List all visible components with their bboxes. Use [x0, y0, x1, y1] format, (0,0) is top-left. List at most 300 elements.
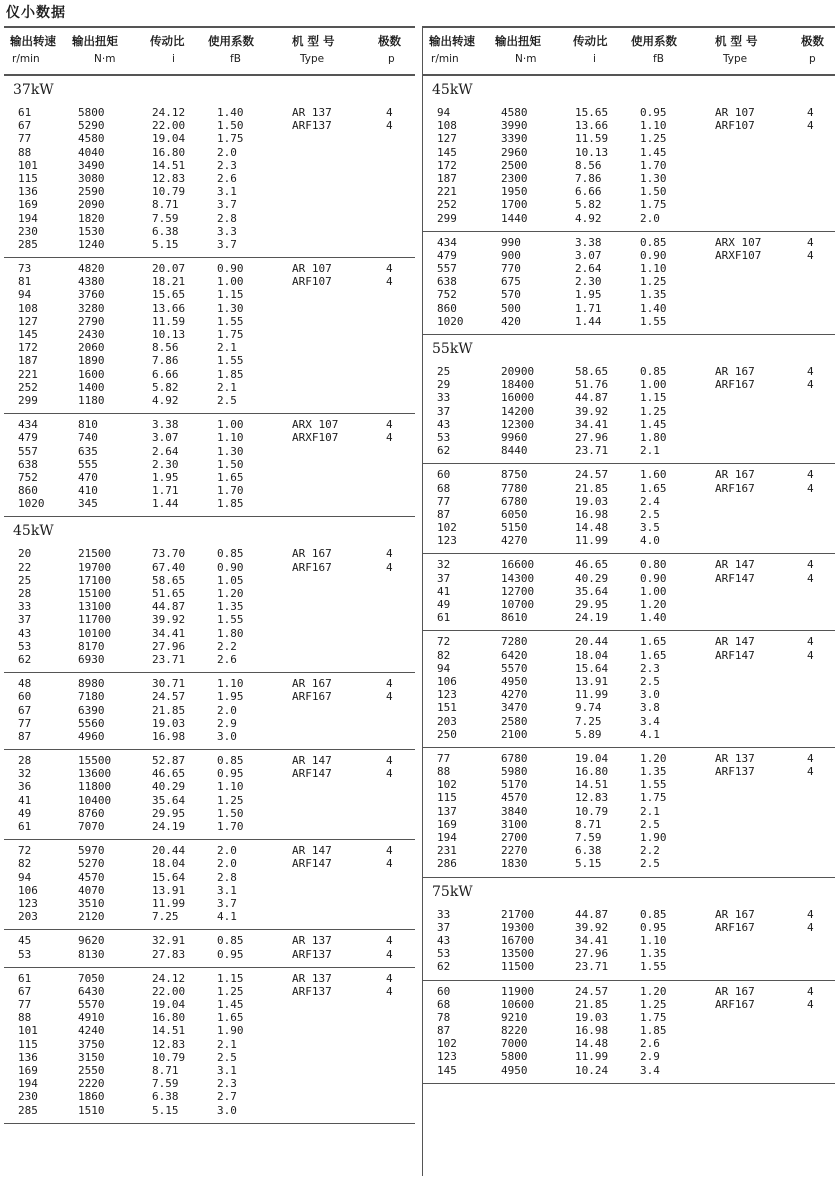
cell-ratio: 35.64 — [575, 584, 609, 598]
cell-factor: 1.85 — [217, 497, 244, 511]
header-torque-unit: N·m — [94, 53, 116, 65]
cell-speed: 33 — [18, 600, 32, 614]
cell-torque: 12300 — [501, 417, 535, 431]
cell-ratio: 58.65 — [152, 573, 186, 587]
cell-factor: 0.85 — [640, 365, 667, 378]
cell-ratio: 16.98 — [152, 729, 186, 743]
table-row — [4, 484, 415, 497]
cell-factor: 1.55 — [640, 314, 667, 328]
cell-torque: 19300 — [501, 920, 535, 934]
cell-factor: 0.90 — [640, 248, 667, 262]
table-row — [4, 262, 415, 275]
cell-speed: 187 — [437, 171, 457, 185]
table-row — [4, 159, 415, 172]
table-row — [4, 368, 415, 381]
cell-torque: 4240 — [78, 1024, 105, 1038]
cell-ratio: 5.82 — [575, 198, 602, 212]
cell-speed: 108 — [437, 119, 457, 133]
header-poles: 极数 — [378, 34, 401, 48]
table-row — [4, 934, 415, 947]
cell-ratio: 30.71 — [152, 677, 186, 691]
cell-torque: 2270 — [501, 844, 528, 858]
cell-factor: 1.55 — [217, 613, 244, 627]
cell-factor: 3.1 — [217, 1064, 237, 1077]
cell-torque: 2120 — [78, 910, 105, 924]
header-model-unit: Type — [300, 53, 325, 65]
cell-factor: 1.60 — [640, 468, 667, 482]
table-row — [4, 132, 415, 145]
cell-torque: 2220 — [78, 1077, 105, 1091]
table-row — [4, 972, 415, 985]
table-row — [4, 794, 415, 807]
cell-speed: 22 — [18, 560, 32, 574]
cell-ratio: 10.79 — [152, 185, 186, 199]
cell-factor: 2.9 — [640, 1050, 660, 1064]
cell-torque: 4580 — [78, 132, 105, 146]
table-row — [423, 482, 835, 495]
cell-speed: 62 — [18, 652, 32, 666]
table-row — [423, 1064, 835, 1077]
cell-poles: 4 — [386, 844, 393, 858]
model-group — [4, 930, 415, 967]
cell-factor: 3.4 — [640, 714, 660, 728]
table-row — [423, 1050, 835, 1063]
cell-poles: 4 — [807, 365, 814, 378]
cell-ratio: 19.03 — [575, 1010, 609, 1024]
cell-factor: 1.05 — [217, 573, 244, 587]
cell-model: ARF167 — [715, 378, 755, 392]
cell-speed: 41 — [18, 793, 32, 807]
cell-factor: 1.00 — [640, 378, 667, 392]
cell-torque: 810 — [78, 418, 98, 432]
cell-ratio: 44.87 — [152, 600, 186, 614]
cell-ratio: 24.12 — [152, 971, 186, 985]
cell-torque: 2550 — [78, 1064, 105, 1077]
cell-speed: 172 — [437, 158, 457, 172]
cell-model: AR 107 — [715, 106, 755, 119]
cell-speed: 101 — [18, 1024, 38, 1038]
cell-model: ARF107 — [715, 119, 755, 133]
cell-speed: 123 — [437, 1050, 457, 1064]
table-row — [4, 820, 415, 833]
table-row — [423, 558, 835, 571]
cell-ratio: 51.65 — [152, 587, 186, 600]
table-row — [423, 921, 835, 934]
cell-speed: 77 — [437, 751, 451, 765]
cell-model: ARF167 — [715, 481, 755, 495]
table-row — [4, 497, 415, 510]
table-row — [423, 572, 835, 585]
cell-torque: 770 — [501, 262, 521, 276]
cell-torque: 5800 — [501, 1050, 528, 1064]
table-row — [423, 585, 835, 598]
table-row — [4, 613, 415, 626]
cell-torque: 3510 — [78, 896, 105, 910]
power-heading: 45kW — [13, 523, 54, 540]
cell-torque: 10400 — [78, 793, 112, 807]
cell-torque: 2060 — [78, 341, 105, 355]
cell-ratio: 20.44 — [575, 635, 609, 649]
cell-speed: 115 — [18, 171, 38, 185]
cell-ratio: 4.92 — [152, 393, 179, 407]
cell-factor: 1.30 — [217, 444, 244, 458]
table-row — [4, 1011, 415, 1024]
cell-torque: 3840 — [501, 804, 528, 818]
cell-factor: 2.3 — [217, 1077, 237, 1091]
cell-ratio: 8.71 — [575, 817, 602, 831]
cell-speed: 299 — [18, 393, 38, 407]
cell-speed: 25 — [18, 573, 32, 587]
cell-torque: 3490 — [78, 158, 105, 172]
cell-ratio: 27.96 — [152, 639, 186, 653]
cell-ratio: 5.82 — [152, 380, 179, 394]
cell-ratio: 15.65 — [575, 106, 609, 119]
cell-speed: 136 — [18, 185, 38, 199]
cell-speed: 77 — [18, 132, 32, 146]
cell-poles: 4 — [386, 106, 393, 119]
cell-speed: 136 — [18, 1050, 38, 1064]
cell-speed: 252 — [18, 380, 38, 394]
cell-speed: 102 — [437, 521, 457, 535]
cell-ratio: 16.80 — [575, 765, 609, 779]
cell-speed: 32 — [437, 558, 451, 572]
cell-factor: 2.5 — [640, 507, 660, 521]
cell-torque: 5290 — [78, 119, 105, 133]
cell-ratio: 23.71 — [575, 960, 609, 974]
cell-factor: 2.6 — [217, 652, 237, 666]
cell-ratio: 22.00 — [152, 119, 186, 133]
table-row — [4, 275, 415, 288]
table-row — [4, 328, 415, 341]
cell-ratio: 5.15 — [152, 1103, 179, 1117]
cell-model: ARF167 — [715, 920, 755, 934]
cell-ratio: 19.04 — [575, 751, 609, 765]
header-speed: 输出转速 — [429, 34, 475, 48]
cell-torque: 1510 — [78, 1103, 105, 1117]
cell-factor: 0.90 — [640, 571, 667, 585]
cell-torque: 6050 — [501, 507, 528, 521]
table-row — [423, 288, 835, 301]
cell-speed: 82 — [18, 857, 32, 871]
table-row — [423, 302, 835, 315]
cell-torque: 3150 — [78, 1050, 105, 1064]
cell-torque: 4950 — [501, 674, 528, 688]
cell-factor: 1.25 — [640, 275, 667, 289]
table-row — [423, 598, 835, 611]
table-row — [4, 172, 415, 185]
cell-torque: 3760 — [78, 288, 105, 302]
cell-torque: 1820 — [78, 211, 105, 225]
cell-factor: 0.90 — [217, 262, 244, 276]
cell-speed: 53 — [18, 947, 32, 961]
table-row — [4, 574, 415, 587]
table-row — [4, 948, 415, 961]
header-model: 机 型 号 — [292, 34, 335, 48]
cell-ratio: 15.65 — [152, 288, 186, 302]
cell-factor: 3.0 — [217, 1103, 237, 1117]
cell-factor: 2.0 — [217, 703, 237, 717]
cell-factor: 1.85 — [217, 367, 244, 381]
cell-ratio: 7.59 — [152, 1077, 179, 1091]
cell-torque: 5800 — [78, 106, 105, 119]
cell-factor: 3.8 — [640, 701, 660, 715]
cell-speed: 127 — [18, 314, 38, 328]
cell-factor: 1.20 — [640, 751, 667, 765]
cell-torque: 555 — [78, 457, 98, 471]
cell-factor: 2.1 — [640, 444, 660, 458]
cell-torque: 5970 — [78, 844, 105, 858]
cell-speed: 638 — [437, 275, 457, 289]
cell-speed: 557 — [18, 444, 38, 458]
cell-ratio: 39.92 — [575, 404, 609, 418]
cell-factor: 1.70 — [217, 820, 244, 833]
table-row — [423, 985, 835, 998]
table-row — [4, 807, 415, 820]
cell-model: ARF137 — [292, 984, 332, 998]
model-group — [423, 464, 835, 554]
cell-ratio: 40.29 — [152, 780, 186, 794]
cell-speed: 37 — [437, 920, 451, 934]
cell-torque: 19700 — [78, 560, 112, 574]
table-row — [423, 468, 835, 481]
cell-torque: 3080 — [78, 171, 105, 185]
cell-speed: 172 — [18, 341, 38, 355]
cell-torque: 7280 — [501, 635, 528, 649]
model-group — [4, 840, 415, 930]
cell-factor: 4.0 — [640, 534, 660, 548]
cell-factor: 1.75 — [217, 132, 244, 146]
table-row — [4, 315, 415, 328]
table-row — [423, 198, 835, 211]
cell-torque: 1400 — [78, 380, 105, 394]
cell-speed: 88 — [437, 765, 451, 779]
cell-torque: 1530 — [78, 224, 105, 238]
cell-poles: 4 — [807, 984, 814, 998]
cell-poles: 4 — [807, 907, 814, 921]
cell-torque: 8610 — [501, 611, 528, 625]
table-row — [423, 185, 835, 198]
cell-speed: 60 — [437, 468, 451, 482]
cell-ratio: 23.71 — [575, 444, 609, 458]
table-row — [4, 471, 415, 484]
cell-torque: 5570 — [78, 998, 105, 1012]
table-row — [4, 677, 415, 690]
cell-speed: 115 — [18, 1037, 38, 1051]
cell-ratio: 14.51 — [152, 1024, 186, 1038]
cell-ratio: 40.29 — [575, 571, 609, 585]
cell-model: ARF147 — [292, 857, 332, 871]
cell-model: ARF167 — [292, 690, 332, 704]
cell-torque: 4910 — [78, 1011, 105, 1025]
cell-factor: 1.00 — [217, 418, 244, 432]
cell-factor: 1.25 — [640, 132, 667, 146]
cell-model: AR 167 — [715, 468, 755, 482]
cell-speed: 860 — [18, 484, 38, 498]
table-row — [4, 600, 415, 613]
cell-ratio: 24.57 — [575, 468, 609, 482]
table-row — [423, 119, 835, 132]
model-group — [4, 968, 415, 1124]
table-row — [423, 106, 835, 119]
cell-ratio: 18.04 — [152, 857, 186, 871]
cell-speed: 28 — [18, 587, 32, 600]
cell-poles: 4 — [807, 635, 814, 649]
table-row — [423, 444, 835, 457]
table-row — [423, 365, 835, 378]
cell-factor: 1.90 — [640, 831, 667, 844]
cell-speed: 45 — [18, 934, 32, 948]
cell-torque: 1700 — [501, 198, 528, 212]
cell-ratio: 13.91 — [575, 674, 609, 688]
cell-ratio: 6.38 — [152, 1090, 179, 1104]
header-speed-unit: r/min — [12, 53, 40, 65]
table-row — [423, 778, 835, 791]
cell-torque: 1890 — [78, 354, 105, 368]
cell-ratio: 15.64 — [152, 870, 186, 884]
cell-model: ARXF107 — [715, 248, 762, 262]
cell-factor: 3.7 — [217, 237, 237, 251]
cell-factor: 2.0 — [217, 145, 237, 159]
table-row — [4, 212, 415, 225]
cell-speed: 860 — [437, 301, 457, 315]
cell-factor: 2.5 — [640, 817, 660, 831]
cell-factor: 1.70 — [640, 158, 667, 172]
cell-ratio: 10.13 — [575, 145, 609, 159]
cell-torque: 6930 — [78, 652, 105, 666]
cell-speed: 187 — [18, 354, 38, 368]
cell-torque: 6780 — [501, 751, 528, 765]
cell-torque: 7070 — [78, 820, 105, 833]
cell-ratio: 7.86 — [575, 171, 602, 185]
cell-torque: 900 — [501, 248, 521, 262]
cell-speed: 94 — [18, 870, 32, 884]
cell-ratio: 27.96 — [575, 947, 609, 961]
cell-model: AR 137 — [715, 751, 755, 765]
table-row — [423, 132, 835, 145]
cell-factor: 2.5 — [640, 857, 660, 871]
model-group — [423, 102, 835, 232]
table-row — [4, 780, 415, 793]
left-column — [4, 26, 415, 1124]
cell-speed: 94 — [437, 661, 451, 675]
cell-model: ARF137 — [715, 765, 755, 779]
model-group — [423, 554, 835, 631]
table-row — [423, 818, 835, 831]
cell-factor: 0.80 — [640, 558, 667, 572]
cell-torque: 1600 — [78, 367, 105, 381]
cell-ratio: 32.91 — [152, 934, 186, 948]
cell-poles: 4 — [386, 947, 393, 961]
table-row — [423, 1037, 835, 1050]
cell-ratio: 8.56 — [575, 158, 602, 172]
cell-speed: 48 — [18, 677, 32, 691]
cell-ratio: 12.83 — [152, 1037, 186, 1051]
cell-ratio: 8.56 — [152, 341, 179, 355]
cell-factor: 1.45 — [217, 998, 244, 1012]
cell-torque: 675 — [501, 275, 521, 289]
cell-torque: 13500 — [501, 947, 535, 961]
table-row — [423, 521, 835, 534]
header-ratio: 传动比 — [573, 34, 608, 48]
cell-factor: 1.40 — [640, 611, 667, 625]
cell-speed: 194 — [18, 211, 38, 225]
cell-ratio: 11.99 — [152, 896, 186, 910]
cell-speed: 77 — [18, 998, 32, 1012]
cell-ratio: 3.07 — [575, 248, 602, 262]
header-ratio-unit: i — [593, 53, 596, 65]
cell-torque: 1950 — [501, 185, 528, 199]
cell-ratio: 39.92 — [152, 613, 186, 627]
model-group — [423, 981, 835, 1084]
cell-torque: 5270 — [78, 857, 105, 871]
cell-torque: 2100 — [501, 727, 528, 741]
header-speed-unit: r/min — [431, 53, 459, 65]
cell-factor: 0.95 — [640, 920, 667, 934]
table-row — [423, 844, 835, 857]
table-row — [4, 288, 415, 301]
cell-factor: 2.3 — [640, 661, 660, 675]
cell-factor: 2.7 — [217, 1090, 237, 1104]
cell-factor: 1.55 — [217, 354, 244, 368]
cell-speed: 94 — [437, 106, 451, 119]
cell-factor: 1.75 — [217, 328, 244, 341]
table-row — [423, 765, 835, 778]
model-group — [4, 414, 415, 517]
cell-model: ARF107 — [292, 275, 332, 289]
cell-speed: 145 — [18, 328, 38, 341]
cell-torque: 345 — [78, 497, 98, 511]
cell-torque: 10700 — [501, 598, 535, 611]
cell-torque: 4270 — [501, 534, 528, 548]
cell-factor: 1.00 — [217, 275, 244, 289]
cell-ratio: 35.64 — [152, 793, 186, 807]
table-row — [4, 754, 415, 767]
cell-speed: 638 — [18, 457, 38, 471]
cell-ratio: 29.95 — [575, 598, 609, 611]
cell-ratio: 10.13 — [152, 328, 186, 341]
cell-speed: 203 — [437, 714, 457, 728]
table-row — [423, 249, 835, 262]
cell-ratio: 34.41 — [575, 933, 609, 947]
cell-factor: 1.65 — [640, 635, 667, 649]
table-row — [423, 857, 835, 870]
cell-factor: 2.5 — [217, 393, 237, 407]
cell-ratio: 6.38 — [152, 224, 179, 238]
cell-poles: 4 — [807, 751, 814, 765]
cell-factor: 0.85 — [640, 235, 667, 249]
cell-speed: 87 — [18, 729, 32, 743]
cell-ratio: 13.66 — [575, 119, 609, 133]
cell-ratio: 16.80 — [152, 145, 186, 159]
cell-torque: 420 — [501, 314, 521, 328]
cell-speed: 115 — [437, 791, 457, 805]
table-row — [4, 871, 415, 884]
cell-torque: 5170 — [501, 778, 528, 792]
cell-speed: 60 — [437, 984, 451, 998]
table-row — [4, 119, 415, 132]
model-group — [423, 631, 835, 748]
cell-model: AR 147 — [292, 754, 332, 768]
cell-speed: 285 — [18, 237, 38, 251]
cell-speed: 61 — [18, 971, 32, 985]
cell-speed: 78 — [437, 1010, 451, 1024]
cell-speed: 127 — [437, 132, 457, 146]
cell-ratio: 1.71 — [575, 301, 602, 315]
cell-torque: 410 — [78, 484, 98, 498]
cell-model: ARX 107 — [715, 235, 762, 249]
cell-torque: 4960 — [78, 729, 105, 743]
table-row — [4, 627, 415, 640]
